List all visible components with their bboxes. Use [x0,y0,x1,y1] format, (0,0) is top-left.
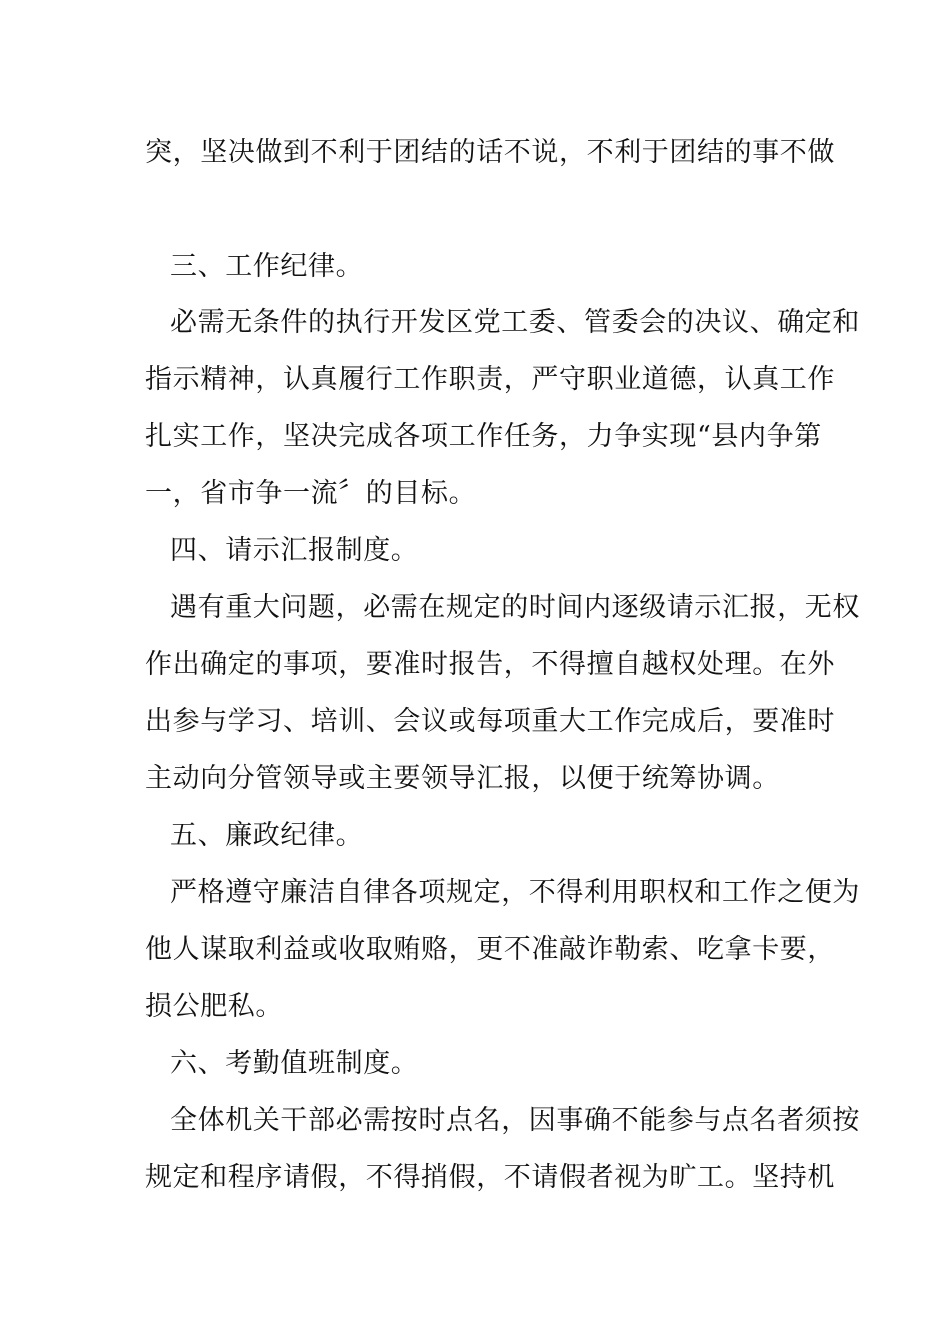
paragraph-line: 主动向分管领导或主要领导汇报，以便于统筹协调。 [145,763,780,794]
section-heading-reporting: 四、请示汇报制度。 [170,535,419,566]
paragraph-line: 严格遵守廉洁自律各项规定，不得利用职权和工作之便为 [170,877,860,908]
section-heading-integrity: 五、廉政纪律。 [170,820,364,851]
paragraph-line: 扎实工作，坚决完成各项工作任务，力争实现“县内争第 [145,421,822,452]
paragraph-line: 必需无条件的执行开发区党工委、管委会的决议、确定和 [170,307,860,338]
paragraph-line: 一，省市争一流〞的目标。 [145,478,477,509]
paragraph-line: 突，坚决做到不利于团结的话不说，不利于团结的事不做 [145,137,835,168]
paragraph-line: 全体机关干部必需按时点名，因事确不能参与点名者须按 [170,1105,860,1136]
paragraph-line: 作出确定的事项，要准时报告，不得擅自越权处理。在外 [145,649,835,680]
paragraph-line: 规定和程序请假，不得捎假，不请假者视为旷工。坚持机 [145,1162,835,1193]
paragraph-line: 他人谋取利益或收取贿赂，更不准敲诈勒索、吃拿卡要， [145,934,835,965]
paragraph-line: 出参与学习、培训、会议或每项重大工作完成后，要准时 [145,706,835,737]
paragraph-line: 指示精神，认真履行工作职责，严守职业道德，认真工作 [145,364,835,395]
paragraph-line: 损公肥私。 [145,991,283,1022]
paragraph-line: 遇有重大问题，必需在规定的时间内逐级请示汇报，无权 [170,592,860,623]
section-heading-work-discipline: 三、工作纪律。 [170,251,364,282]
section-heading-attendance: 六、考勤值班制度。 [170,1048,419,1079]
